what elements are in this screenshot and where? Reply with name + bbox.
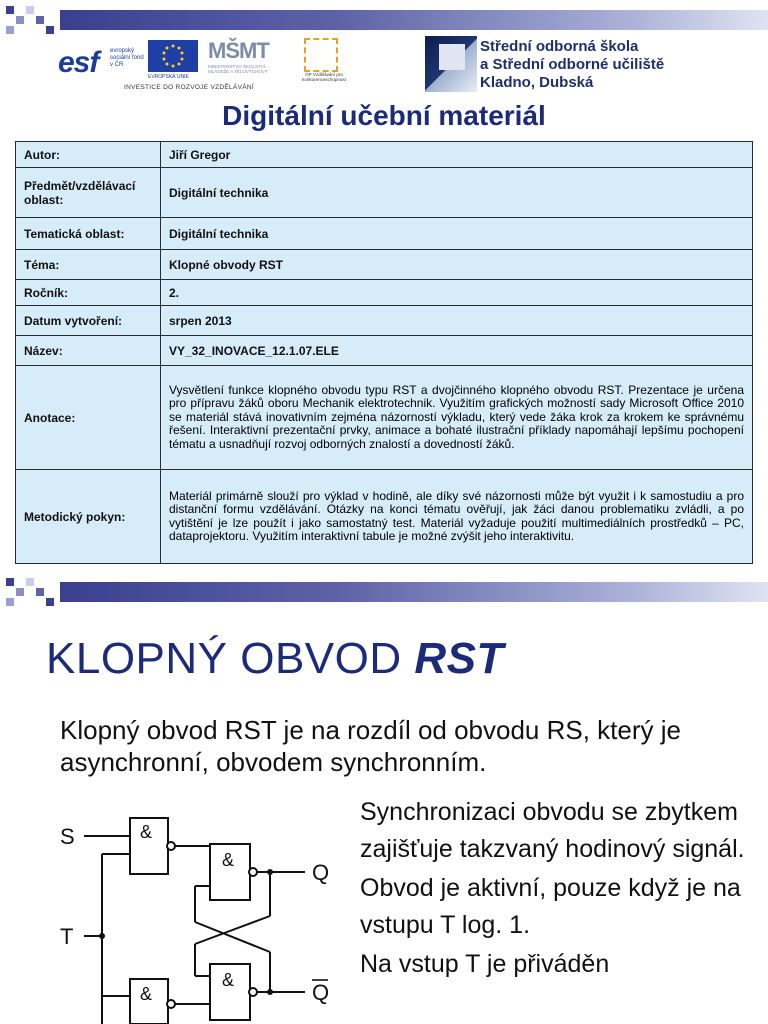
table-row xyxy=(16,366,753,470)
row-label: Metodický pokyn: xyxy=(16,470,161,564)
slide-title xyxy=(46,634,504,684)
rst-circuit-diagram xyxy=(50,804,350,1024)
slide-2 xyxy=(0,572,768,1024)
opvk-logo-caption: OP Vzdělávání pro konkurenceschopnost xyxy=(302,72,346,82)
row-value: Digitální technika xyxy=(161,218,753,250)
school-name-line-3: Kladno, Dubská xyxy=(480,74,594,91)
school-name-line-2: a Střední odborné učiliště xyxy=(480,56,665,73)
row-value: Vysvětlení funkce klopného obvodu typu RST a dvojčinného klopného obvodu RST. Prezentace je určena pro přípravu žáků oboru Mechanik elektrotechnik. Využitím grafických možností sady Microsoft Office 2010 se materiál stává inovativním zejména názorností výkladu, který vede žáka krok za krokem ke správnému řešení. Interaktivní prezentační prvky, animace a bohaté ilustrační příklady napomáhají lepšímu pochopení tématu a usnadňují rozvoj odborných znalostí a dovedností žáků. xyxy=(161,366,753,470)
row-value: srpen 2013 xyxy=(161,306,753,336)
inversion-bubble xyxy=(249,868,257,876)
eu-logo-caption: EVROPSKÁ UNIE xyxy=(148,74,189,80)
school-name xyxy=(480,38,664,92)
slide-title-plain: KLOPNÝ OBVOD xyxy=(46,634,415,683)
header-gradient-bar xyxy=(60,582,768,602)
opvk-square-icon xyxy=(304,38,338,72)
school-logo xyxy=(425,36,477,92)
deco-square xyxy=(26,6,34,14)
page-title: Digitální učební materiál xyxy=(222,100,546,131)
funding-logos xyxy=(58,38,363,96)
input-s-label: S xyxy=(60,824,75,849)
row-value: Materiál primárně slouží pro výklad v hodině, ale díky své názornosti může být využit i k samostudiu a pro distanční formu vzdělávání. Otázky na konci tématu ověřují, jak žáci danou problematiku zvládli, a po vytištění je lze použít i jako samostatný test. Materiál vyžaduje použití multimediálních prostředků – PC, dataprojektoru. Využitím interaktivní tabule je možné zvýšit jeho interaktivitu. xyxy=(161,470,753,564)
deco-square xyxy=(6,578,14,586)
table-row xyxy=(16,218,753,250)
row-label: Autor: xyxy=(16,142,161,168)
table-row xyxy=(16,168,753,218)
slide-title-emphasis: RST xyxy=(414,634,504,683)
esf-logo-text: esf xyxy=(58,46,99,79)
row-label: Ročník: xyxy=(16,280,161,306)
deco-square xyxy=(36,588,44,596)
msmt-logo xyxy=(208,38,286,86)
eu-flag-icon xyxy=(148,40,198,72)
row-label: Anotace: xyxy=(16,366,161,470)
table-row xyxy=(16,142,753,168)
inversion-bubble xyxy=(167,842,175,850)
intro-paragraph: Klopný obvod RST je na rozdíl od obvodu RS, který je asynchronní, obvodem synchronním. xyxy=(60,715,681,777)
gate-3-symbol: & xyxy=(222,970,235,990)
table-row xyxy=(16,470,753,564)
investice-caption: INVESTICE DO ROZVOJE VZDĚLÁVÁNÍ xyxy=(124,84,254,91)
opvk-logo xyxy=(294,38,354,86)
deco-square xyxy=(26,578,34,586)
explanation-paragraph-1: Synchronizaci obvodu se zbytkem zajišťuje takzvaný hodinový signál. xyxy=(360,798,745,863)
input-t-label: T xyxy=(60,924,74,949)
deco-square xyxy=(6,598,14,606)
row-value: 2. xyxy=(161,280,753,306)
row-label: Předmět/vzdělávací oblast: xyxy=(16,168,161,218)
row-value: Jiří Gregor xyxy=(161,142,753,168)
table-row xyxy=(16,280,753,306)
row-value: Klopné obvody RST xyxy=(161,250,753,280)
deco-square xyxy=(6,6,14,14)
header-gradient-bar xyxy=(60,10,768,30)
output-q-label: Q xyxy=(312,860,330,885)
table-row xyxy=(16,250,753,280)
explanation-text xyxy=(360,794,760,985)
msmt-logo-text: MŠMT xyxy=(208,38,269,63)
esf-logo-caption: evropský sociální fond v ČR xyxy=(110,48,144,68)
msmt-logo-caption: MINISTERSTVO ŠKOLSTVÍ, MLÁDEŽE A TĚLOVÝCHOVY xyxy=(208,64,268,74)
row-label: Datum vytvoření: xyxy=(16,306,161,336)
row-label: Tematická oblast: xyxy=(16,218,161,250)
row-value: Digitální technika xyxy=(161,168,753,218)
table-row xyxy=(16,306,753,336)
table-row xyxy=(16,336,753,366)
gate-4-symbol: & xyxy=(140,984,153,1004)
explanation-paragraph-3: Na vstup T je přiváděn xyxy=(360,950,610,978)
deco-square xyxy=(46,598,54,606)
explanation-paragraph-2: Obvod je aktivní, pouze když je na vstupu T log. 1. xyxy=(360,874,741,939)
row-value: VY_32_INOVACE_12.1.07.ELE xyxy=(161,336,753,366)
row-label: Téma: xyxy=(16,250,161,280)
eu-logo xyxy=(148,40,204,84)
deco-square xyxy=(16,588,24,596)
output-qbar-label: Q xyxy=(312,980,330,1005)
deco-square xyxy=(16,16,24,24)
metadata-table xyxy=(15,141,753,564)
esf-logo xyxy=(58,40,144,84)
inversion-bubble xyxy=(249,988,257,996)
deco-square xyxy=(46,26,54,34)
header-decoration xyxy=(0,0,768,40)
row-label: Název: xyxy=(16,336,161,366)
header-decoration xyxy=(0,572,768,612)
deco-square xyxy=(6,26,14,34)
school-name-line-1: Střední odborná škola xyxy=(480,38,639,55)
deco-square xyxy=(36,16,44,24)
inversion-bubble xyxy=(167,1000,175,1008)
gate-1-symbol: & xyxy=(140,822,153,842)
gate-2-symbol: & xyxy=(222,850,235,870)
